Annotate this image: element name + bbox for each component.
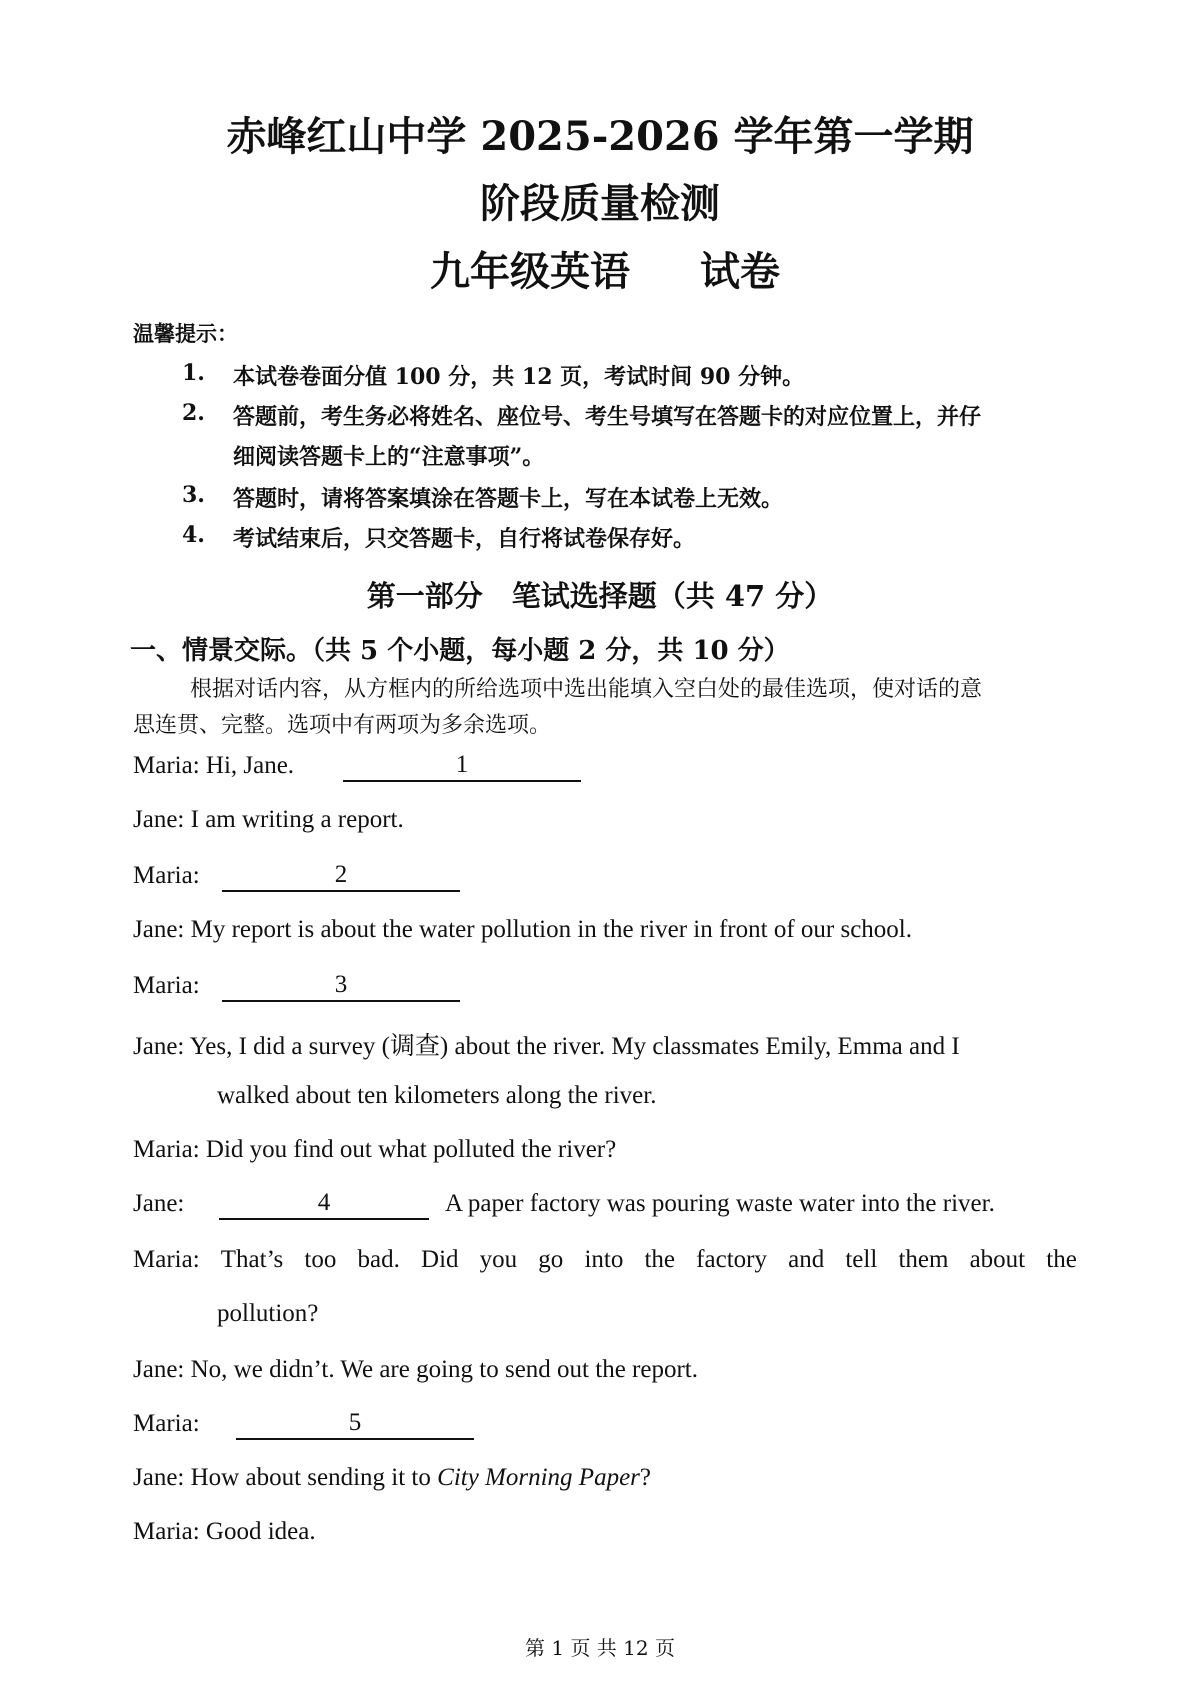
word: go (538, 1246, 564, 1273)
word: the (1046, 1246, 1077, 1273)
exam-title-line1: 赤峰红山中学 2025-2026 学年第一学期 (226, 113, 974, 160)
dialogue-text: Jane: How about sending it to (133, 1464, 438, 1491)
part-title: 第一部分 笔试选择题（共 47 分） (366, 579, 834, 613)
dialogue-line: Maria: (133, 862, 200, 889)
dialogue-line: Maria: Did you find out what polluted the river? (133, 1136, 617, 1163)
exam-title-subject: 九年级英语 (430, 248, 630, 295)
word: them (898, 1246, 949, 1273)
section-instruction-line2: 思连贯、完整。选项中有两项为多余选项。 (133, 713, 552, 738)
dialogue-line: Maria: (133, 1410, 200, 1437)
word: That’s (220, 1246, 284, 1273)
dialogue-line-rest: A paper factory was pouring waste water into the river. (445, 1190, 995, 1217)
word: tell (845, 1246, 878, 1273)
notice-item-text: 考试结束后，只交答题卡，自行将试卷保存好。 (233, 526, 696, 552)
section-title: 一、情景交际。（共 5 个小题，每小题 2 分，共 10 分） (130, 636, 790, 666)
newspaper-name: City Morning Paper (437, 1464, 640, 1491)
notice-item-number: 3. (182, 482, 205, 508)
exam-title-line2: 阶段质量检测 (480, 180, 720, 227)
notice-item-text: 答题前，考生务必将姓名、座位号、考生号填写在答题卡的对应位置上，并仔 (233, 404, 982, 430)
notice-item-number: 1. (182, 360, 205, 386)
dialogue-line-continued: walked about ten kilometers along the river. (217, 1082, 657, 1109)
dialogue-line: Maria: Good idea. (133, 1518, 316, 1545)
notice-item-number: 4. (182, 522, 205, 548)
dialogue-line-justified (133, 1246, 1077, 1274)
page-number: 第 1 页 共 12 页 (525, 1636, 675, 1660)
answer-blank[interactable]: 1 (343, 750, 581, 782)
answer-blank[interactable]: 2 (222, 860, 460, 892)
notice-item-text: 本试卷卷面分值 100 分，共 12 页，考试时间 90 分钟。 (233, 364, 805, 390)
word: you (479, 1246, 518, 1273)
section-instruction-line1: 根据对话内容，从方框内的所给选项中选出能填入空白处的最佳选项，使对话的意 (190, 677, 983, 702)
dialogue-line-continued: pollution? (217, 1300, 319, 1327)
notice-item-text-continued: 细阅读答题卡上的“注意事项”。 (233, 444, 545, 470)
notice-heading: 温馨提示： (133, 321, 238, 346)
dialogue-line: Maria: Hi, Jane. (133, 752, 295, 779)
word: bad. (357, 1246, 400, 1273)
notice-item-text: 答题时，请将答案填涂在答题卡上，写在本试卷上无效。 (233, 486, 784, 512)
word: Did (421, 1246, 459, 1273)
answer-blank[interactable]: 3 (222, 970, 460, 1002)
dialogue-line: Jane: No, we didn’t. We are going to send out the report. (133, 1356, 698, 1383)
dialogue-line: Jane: Yes, I did a survey (调查) about the river. My classmates Emily, Emma and I (133, 1033, 960, 1060)
word: too (304, 1246, 337, 1273)
word: and (788, 1246, 825, 1273)
word: the (644, 1246, 676, 1273)
word: factory (696, 1246, 767, 1273)
notice-item-number: 2. (182, 400, 205, 426)
word: about (969, 1246, 1026, 1273)
answer-blank[interactable]: 4 (219, 1188, 429, 1220)
dialogue-line: Maria: (133, 972, 200, 999)
dialogue-line: Jane: (133, 1190, 185, 1217)
dialogue-line: Jane: My report is about the water pollution in the river in front of our school. (133, 916, 912, 943)
dialogue-line (133, 1464, 651, 1492)
dialogue-line: Jane: I am writing a report. (133, 806, 404, 833)
dialogue-text: ? (639, 1464, 652, 1491)
answer-blank[interactable]: 5 (236, 1408, 474, 1440)
exam-title-paper: 试卷 (700, 248, 780, 295)
word: Maria: (133, 1246, 200, 1273)
word: into (584, 1246, 624, 1273)
